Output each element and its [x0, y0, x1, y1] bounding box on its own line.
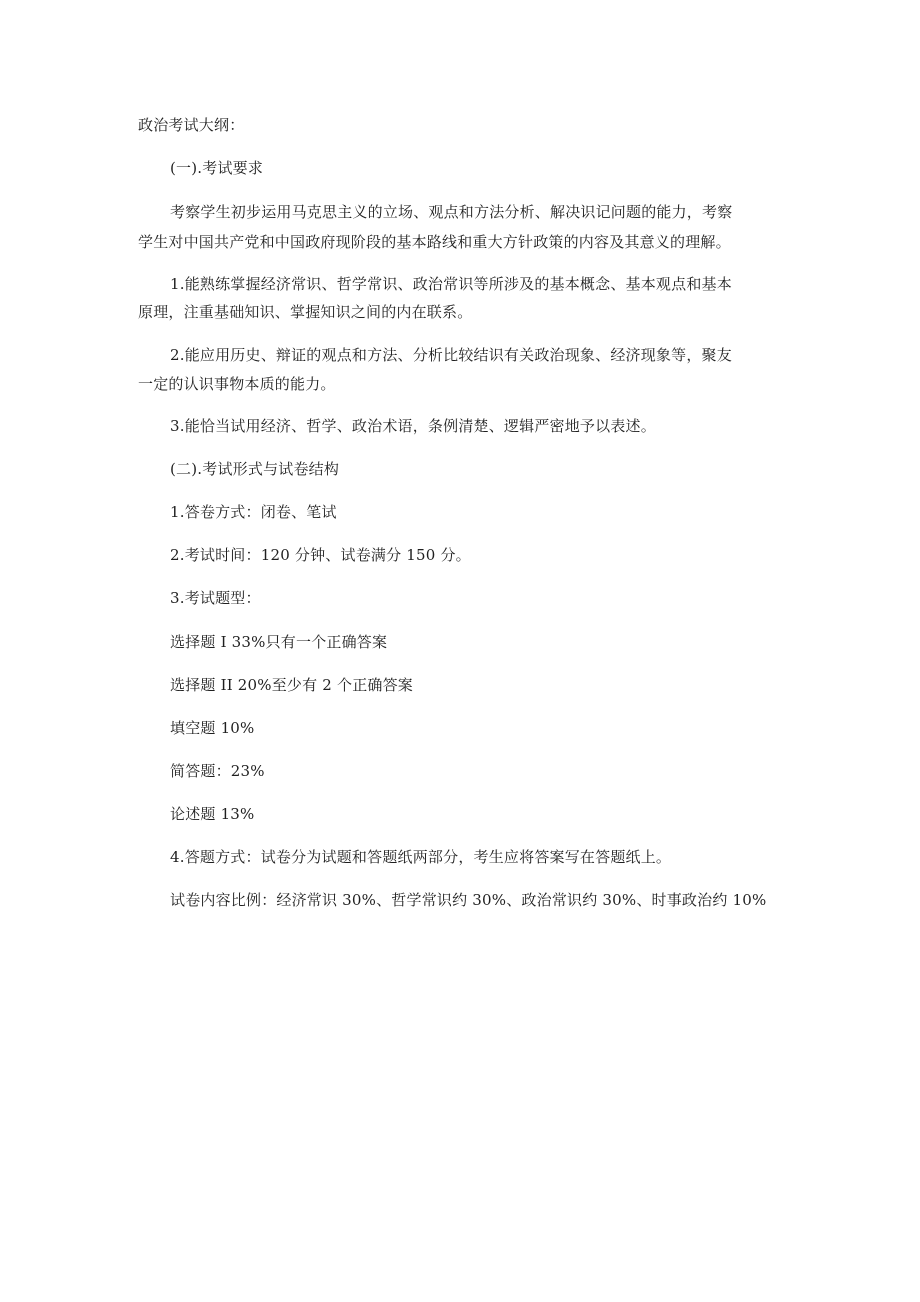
- section2-item2: 2.考试时间：120 分钟、试卷满分 150 分。: [170, 546, 471, 564]
- question-type-choice2: 选择题 II 20%至少有 2 个正确答案: [170, 676, 414, 694]
- question-type-choice1: 选择题 I 33%只有一个正确答案: [170, 633, 388, 651]
- question-type-fill: 填空题 10%: [170, 719, 255, 737]
- section1-item1-line1: 1.能熟练掌握经济常识、哲学常识、政治常识等所涉及的基本概念、基本观点和基本: [170, 275, 732, 293]
- question-type-short: 简答题：23%: [170, 762, 265, 780]
- section1-heading: (一).考试要求: [170, 159, 264, 177]
- section2-item3: 3.考试题型：: [170, 589, 261, 607]
- section1-item3: 3.能恰当试用经济、哲学、政治术语，条例清楚、逻辑严密地予以表述。: [170, 417, 656, 435]
- section1-item2-line2: 一定的认识事物本质的能力。: [138, 375, 336, 393]
- section2-item1: 1.答卷方式：闭卷、笔试: [170, 503, 337, 521]
- section1-item1-line2: 原理，注重基础知识、掌握知识之间的内在联系。: [138, 303, 473, 321]
- section1-item2-line1: 2.能应用历史、辩证的观点和方法、分析比较结识有关政治现象、经济现象等，聚友: [170, 346, 732, 364]
- section2-item4: 4.答题方式：试卷分为试题和答题纸两部分，考生应将答案写在答题纸上。: [170, 848, 672, 866]
- section1-intro-line1: 考察学生初步运用马克思主义的立场、观点和方法分析、解决识记问题的能力，考察: [170, 203, 733, 221]
- document-title: 政治考试大纲：: [138, 116, 245, 134]
- content-ratio: 试卷内容比例：经济常识 30%、哲学常识约 30%、政治常识约 30%、时事政治约 10%: [170, 891, 767, 909]
- section1-intro-line2: 学生对中国共产党和中国政府现阶段的基本路线和重大方针政策的内容及其意义的理解。: [138, 233, 731, 251]
- section2-heading: (二).考试形式与试卷结构: [170, 460, 340, 478]
- question-type-essay: 论述题 13%: [170, 805, 255, 823]
